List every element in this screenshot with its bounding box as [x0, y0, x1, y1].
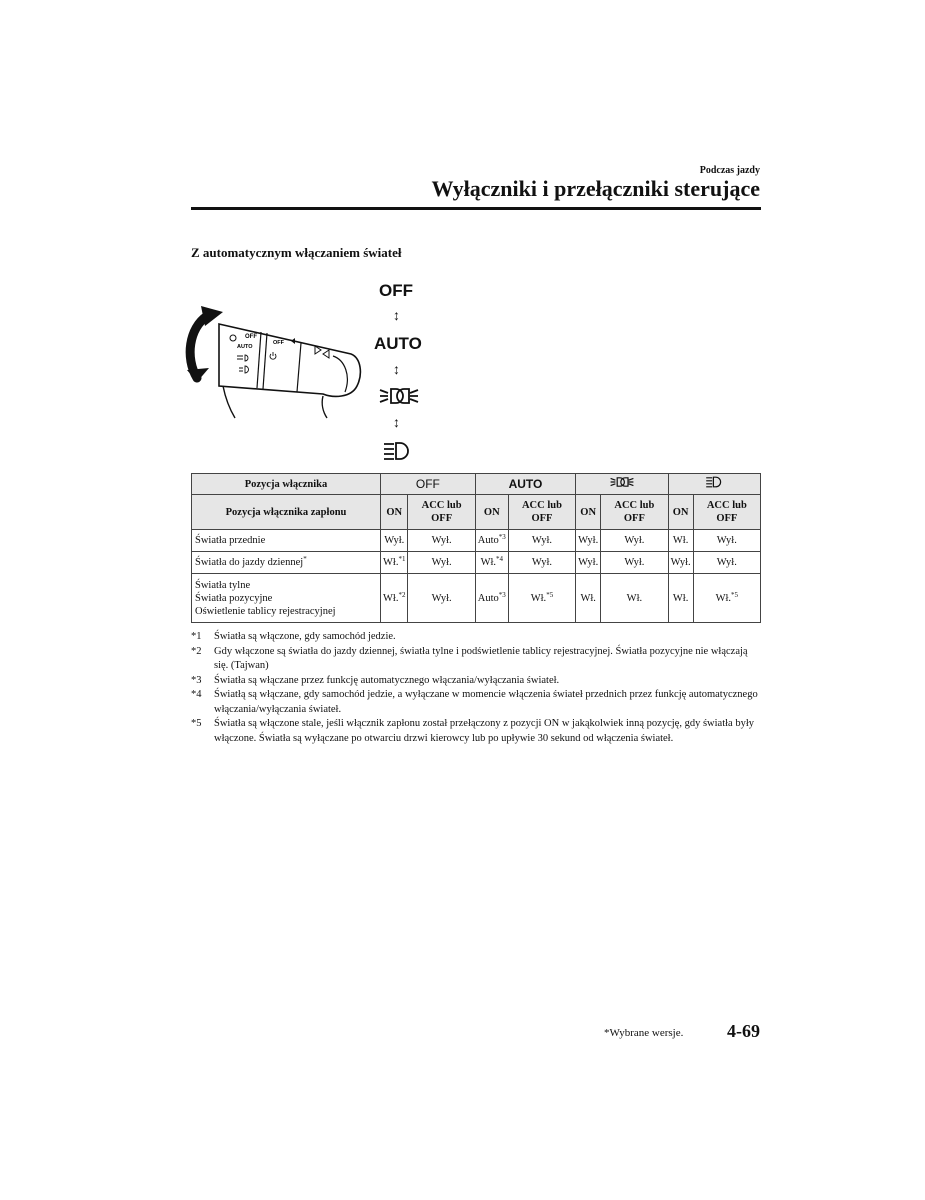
table-row	[192, 552, 761, 574]
header-cell	[668, 474, 760, 495]
header-cell: Pozycja włącznika	[192, 474, 381, 495]
position-arrow: ↕	[393, 416, 400, 431]
table-cell: Wł.	[668, 530, 693, 552]
footnote: *2 Gdy włączone są światła do jazdy dziennej, światła tylne i podświetlenie tablicy rejestracyjnej. Światła pozycyjne nie włączają się. (Tajwan)	[191, 645, 748, 671]
optional-equipment-note: *Wybrane wersje.	[604, 1027, 684, 1039]
table-cell: Auto$^{*3}$	[475, 530, 508, 552]
table-cell: Wył.	[668, 552, 693, 574]
page-number: 4-69	[727, 1021, 760, 1041]
header-cell: ON	[381, 495, 408, 530]
table-cell: Wył.	[508, 530, 575, 552]
headlight-icon	[382, 441, 412, 461]
footnote: *4 Światłą są włączane, gdy samochód jedzie, a wyłączane w momencie włączenia świateł przednich przez funkcję automatycznego włączania/wyłączania świateł.	[191, 689, 758, 715]
table-cell: Wł.	[668, 574, 693, 623]
lighting-table	[191, 473, 761, 623]
table-header-row	[192, 495, 761, 530]
header-cell: ON	[576, 495, 601, 530]
headlight-icon	[704, 476, 724, 488]
table-cell: Wył.	[408, 530, 475, 552]
table-row	[192, 530, 761, 552]
position-off-label: OFF	[379, 281, 413, 300]
table-cell: Wył.	[693, 530, 760, 552]
header-cell: AUTO	[475, 474, 575, 495]
table-cell: Wł.	[576, 574, 601, 623]
table-cell: Wył.	[508, 552, 575, 574]
header-cell: ON	[475, 495, 508, 530]
table-cell: Wył.	[601, 530, 668, 552]
page-title: Wyłączniki i przełączniki sterujące	[431, 176, 760, 201]
position-arrow: ↕	[393, 309, 400, 324]
table-cell: Wł.$^{*2}$	[381, 574, 408, 623]
header-cell: ACC lub OFF	[408, 495, 475, 530]
header-cell	[576, 474, 668, 495]
table-cell: Wył.	[381, 530, 408, 552]
row-label: Światła do jazdy dziennej*	[192, 552, 381, 574]
parking-lamp-icon	[605, 476, 639, 488]
table-cell: Auto$^{*3}$	[475, 574, 508, 623]
title-rule	[191, 207, 761, 210]
svg-text:OFF: OFF	[273, 340, 284, 346]
footnote: *1 Światła są włączone, gdy samochód jedzie.	[191, 631, 396, 642]
section-title: Podczas jazdy	[699, 165, 760, 176]
table-cell: Wył.	[576, 552, 601, 574]
position-arrow: ↕	[393, 363, 400, 378]
parking-lamp-icon	[378, 386, 420, 406]
lever-rotation-arrow-icon	[187, 306, 223, 382]
footnote: *3 Światła są włączane przez funkcję automatycznego włączania/wyłączania świateł.	[191, 674, 560, 686]
footnote: *5 Światła są włączone stale, jeśli włącznik zapłonu został przełączony z pozycji ON w jakąkolwiek inną pozycję, gdy światła były włączone. Światła są wyłączane po otwarciu drzwi kierowcy lub po upływie 30 sekund od włączenia świateł.	[191, 718, 754, 744]
table-cell: Wł.$^{*5}$	[508, 574, 575, 623]
table-header-row	[192, 474, 761, 495]
table-cell: Wył.	[601, 552, 668, 574]
table-cell: Wł.$^{*4}$	[475, 552, 508, 574]
table-cell: Wył.	[576, 530, 601, 552]
table-cell: Wył.	[408, 574, 475, 623]
table-cell: Wł.	[601, 574, 668, 623]
table-cell: Wył.	[408, 552, 475, 574]
position-auto-label: AUTO	[374, 334, 422, 353]
header-cell: ACC lub OFF	[508, 495, 575, 530]
svg-text:AUTO: AUTO	[237, 344, 253, 350]
table-cell: Wł.$^{*5}$	[693, 574, 760, 623]
row-label: Światła tylne Światła pozycyjne Oświetlenie tablicy rejestracyjnej	[192, 574, 381, 623]
table-cell: Wył.	[693, 552, 760, 574]
svg-text:OFF: OFF	[245, 334, 257, 340]
header-cell: ACC lub OFF	[693, 495, 760, 530]
header-cell: ON	[668, 495, 693, 530]
header-cell: OFF	[381, 474, 476, 495]
subheading: Z automatycznym włączaniem świateł	[191, 245, 402, 260]
header-cell: ACC lub OFF	[601, 495, 668, 530]
footnotes	[191, 630, 761, 746]
table-cell: Wł.$^{*1}$	[381, 552, 408, 574]
table-row	[192, 574, 761, 623]
header-cell: Pozycja włącznika zapłonu	[192, 495, 381, 530]
headlight-switch-lever-illustration	[183, 300, 363, 420]
row-label: Światła przednie	[192, 530, 381, 552]
